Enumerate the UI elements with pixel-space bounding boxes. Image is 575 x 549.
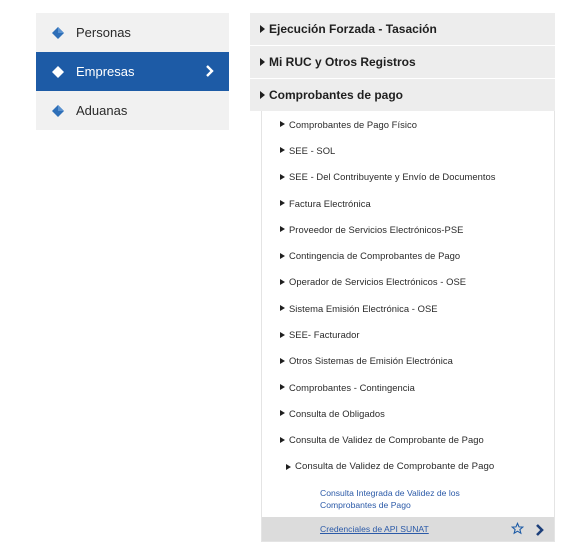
sidebar-item-empresas[interactable]: [36, 52, 229, 91]
star-icon[interactable]: [511, 522, 524, 535]
submenu-item[interactable]: [262, 190, 554, 216]
sidebar-item-aduanas[interactable]: [36, 91, 229, 130]
menu-item-mi-ruc[interactable]: [250, 46, 555, 78]
submenu-item[interactable]: [262, 242, 554, 268]
submenu-item[interactable]: [262, 321, 554, 347]
triangle-right-icon: [280, 437, 285, 443]
submenu-item-label: Comprobantes de Pago Físico: [289, 118, 417, 130]
triangle-right-icon: [280, 384, 285, 390]
submenu-item-label: Consulta de Validez de Comprobante de Pago: [295, 461, 495, 473]
diamond-icon: [52, 105, 64, 117]
sidebar-item-label: Empresas: [76, 64, 135, 79]
triangle-right-icon: [260, 25, 265, 33]
sidebar: [36, 13, 229, 130]
submenu-item-label: Factura Electrónica: [289, 197, 371, 209]
submenu-item-label: Consulta de Obligados: [289, 407, 385, 419]
triangle-right-icon: [280, 332, 285, 338]
submenu-comprobantes: [261, 111, 555, 542]
submenu-item-label: SEE - SOL: [289, 144, 336, 156]
sidebar-item-label: Personas: [76, 25, 131, 40]
submenu-item-label: Proveedor de Servicios Electrónicos-PSE: [289, 223, 464, 235]
submenu-item[interactable]: [262, 137, 554, 163]
submenu-item[interactable]: [262, 400, 554, 426]
triangle-right-icon: [280, 226, 285, 232]
submenu-item-label: Comprobantes - Contingencia: [289, 381, 415, 393]
sidebar-item-label: Aduanas: [76, 103, 128, 118]
submenu-item[interactable]: [262, 269, 554, 295]
sidebar-item-personas[interactable]: [36, 13, 229, 52]
submenu-item[interactable]: [262, 111, 554, 137]
triangle-right-icon: [280, 147, 285, 153]
link-line: Comprobantes de Pago: [320, 499, 411, 510]
triangle-right-icon: [280, 358, 285, 364]
triangle-right-icon: [280, 279, 285, 285]
credenciales-row[interactable]: [262, 517, 554, 541]
consulta-integrada-link[interactable]: [262, 481, 554, 517]
triangle-right-icon: [280, 200, 285, 206]
diamond-icon: [52, 27, 64, 39]
submenu-item-label: Consulta de Validez de Comprobante de Pago: [289, 434, 484, 446]
submenu-item-label: Operador de Servicios Electrónicos - OSE: [289, 276, 467, 288]
submenu-item-label: SEE - Del Contribuyente y Envío de Documentos: [289, 171, 496, 183]
submenu-item[interactable]: [262, 348, 554, 374]
triangle-right-icon: [260, 91, 265, 99]
submenu-item[interactable]: [262, 374, 554, 400]
menu-item-label: Ejecución Forzada - Tasación: [269, 22, 437, 36]
submenu-item[interactable]: [262, 295, 554, 321]
triangle-right-icon: [280, 305, 285, 311]
submenu-item[interactable]: [262, 164, 554, 190]
triangle-right-icon: [280, 410, 285, 416]
submenu-item-label: Sistema Emisión Electrónica - OSE: [289, 302, 438, 314]
triangle-right-icon: [280, 253, 285, 259]
menu-item-ejecucion-forzada[interactable]: [250, 13, 555, 45]
submenu-level2-item[interactable]: [262, 453, 554, 481]
credenciales-api-link[interactable]: Credenciales de API SUNAT: [320, 523, 429, 534]
triangle-right-icon: [280, 121, 285, 127]
diamond-icon: [52, 66, 64, 78]
chevron-right-icon[interactable]: [535, 523, 545, 535]
chevron-right-icon: [203, 64, 217, 78]
dropdown-menu: [250, 13, 555, 542]
link-line: Consulta Integrada de Validez de los: [320, 487, 460, 498]
submenu-item[interactable]: [262, 427, 554, 453]
submenu-item-label: SEE- Facturador: [289, 329, 360, 341]
submenu-item-label: Contingencia de Comprobantes de Pago: [289, 250, 461, 262]
submenu-item[interactable]: [262, 216, 554, 242]
triangle-right-icon: [286, 464, 291, 470]
triangle-right-icon: [280, 174, 285, 180]
submenu-item-label: Otros Sistemas de Emisión Electrónica: [289, 355, 453, 367]
triangle-right-icon: [260, 58, 265, 66]
menu-item-label: Comprobantes de pago: [269, 88, 404, 102]
menu-item-label: Mi RUC y Otros Registros: [269, 55, 416, 69]
menu-item-comprobantes-de-pago[interactable]: [250, 79, 555, 111]
